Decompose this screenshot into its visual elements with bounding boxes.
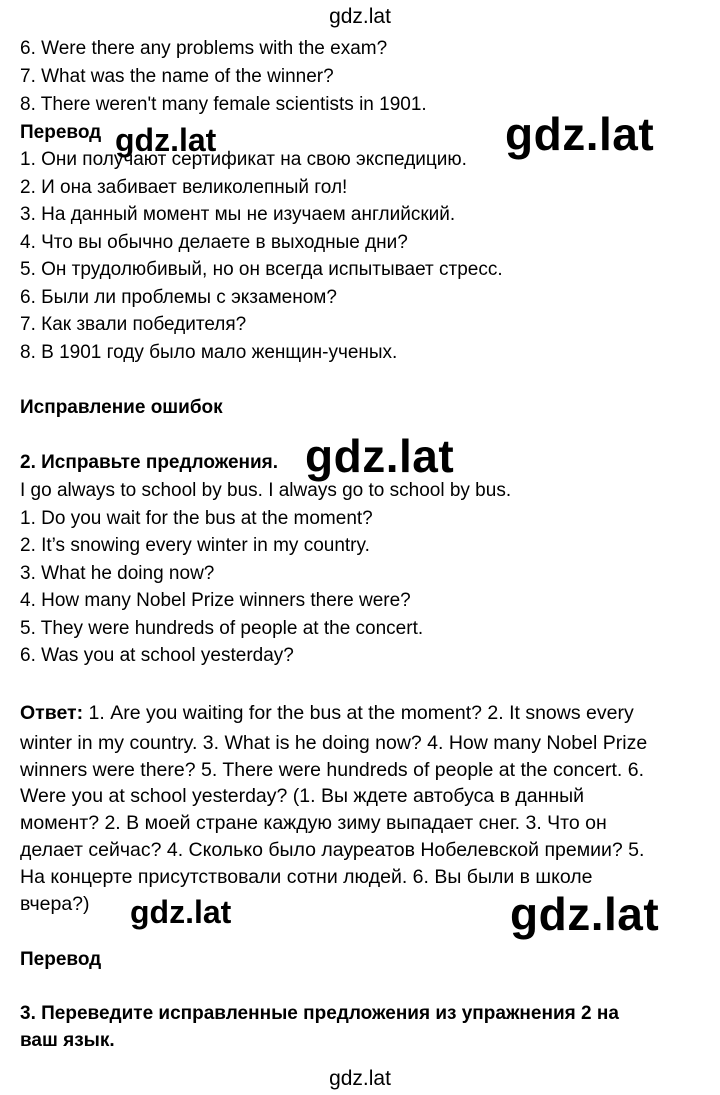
exercise-2-sentence: 3. What he doing now? xyxy=(20,563,215,584)
exercise-2-example: I go always to school by bus. I always go to school by bus. xyxy=(20,480,512,501)
exercise-2-sentence: 1. Do you wait for the bus at the moment? xyxy=(20,508,373,529)
exercise-2-sentence: 2. It’s snowing every winter in my country. xyxy=(20,535,370,556)
answer-line: вчера?) xyxy=(20,893,90,915)
watermark-overlay: gdz.lat xyxy=(115,122,217,158)
question-line: 7. What was the name of the winner? xyxy=(20,66,334,87)
watermark-top: gdz.lat xyxy=(329,5,391,28)
watermark-overlay: gdz.lat xyxy=(510,888,660,940)
exercise-2-sentence: 4. How many Nobel Prize winners there were? xyxy=(20,590,411,611)
translation-line: 1. Они получают сертификат на свою экспедицию. xyxy=(20,149,467,170)
exercise-3-heading: 3. Переведите исправленные предложения из упражнения 2 на xyxy=(20,1003,619,1024)
answer-line-first xyxy=(20,698,634,728)
answer-line: Were you at school yesterday? (1. Вы ждете автобуса в данный xyxy=(20,785,585,807)
question-line: 6. Were there any problems with the exam? xyxy=(20,38,388,59)
translation-line: 8. В 1901 году было мало женщин-ученых. xyxy=(20,342,398,363)
exercise-2-heading: 2. Исправьте предложения. xyxy=(20,452,279,473)
translation-line: 6. Были ли проблемы с экзаменом? xyxy=(20,287,337,308)
exercise-2-sentence: 6. Was you at school yesterday? xyxy=(20,645,294,666)
question-line: 8. There weren't many female scientists in 1901. xyxy=(20,94,427,115)
translation-heading-2: Перевод xyxy=(20,949,102,970)
answer-line: момент? 2. В моей стране каждую зиму выпадает снег. 3. Что он xyxy=(20,812,607,834)
translation-heading: Перевод xyxy=(20,122,102,143)
translation-line: 2. И она забивает великолепный гол! xyxy=(20,177,348,198)
answer-text: 1. Are you waiting for the bus at the moment? 2. It snows every xyxy=(83,702,634,724)
section-heading: Исправление ошибок xyxy=(20,397,223,418)
exercise-2-sentence: 5. They were hundreds of people at the concert. xyxy=(20,618,424,639)
answer-label: Ответ: xyxy=(20,702,84,724)
exercise-3-heading: ваш язык. xyxy=(20,1030,115,1051)
translation-line: 7. Как звали победителя? xyxy=(20,314,247,335)
translation-line: 3. На данный момент мы не изучаем английский. xyxy=(20,204,456,225)
watermark-overlay: gdz.lat xyxy=(505,108,655,160)
watermark-overlay: gdz.lat xyxy=(305,430,455,482)
watermark-overlay: gdz.lat xyxy=(130,894,232,930)
translation-line: 4. Что вы обычно делаете в выходные дни? xyxy=(20,232,408,253)
answer-line: На концерте присутствовали сотни людей. 6. Вы были в школе xyxy=(20,866,593,888)
translation-line: 5. Он трудолюбивый, но он всегда испытывает стресс. xyxy=(20,259,503,280)
answer-line: winners were there? 5. There were hundreds of people at the concert. 6. xyxy=(20,759,645,781)
answer-line: winter in my country. 3. What is he doing now? 4. How many Nobel Prize xyxy=(20,732,648,754)
watermark-bottom: gdz.lat xyxy=(329,1067,391,1090)
answer-line: делает сейчас? 4. Сколько было лауреатов Нобелевской премии? 5. xyxy=(20,839,645,861)
